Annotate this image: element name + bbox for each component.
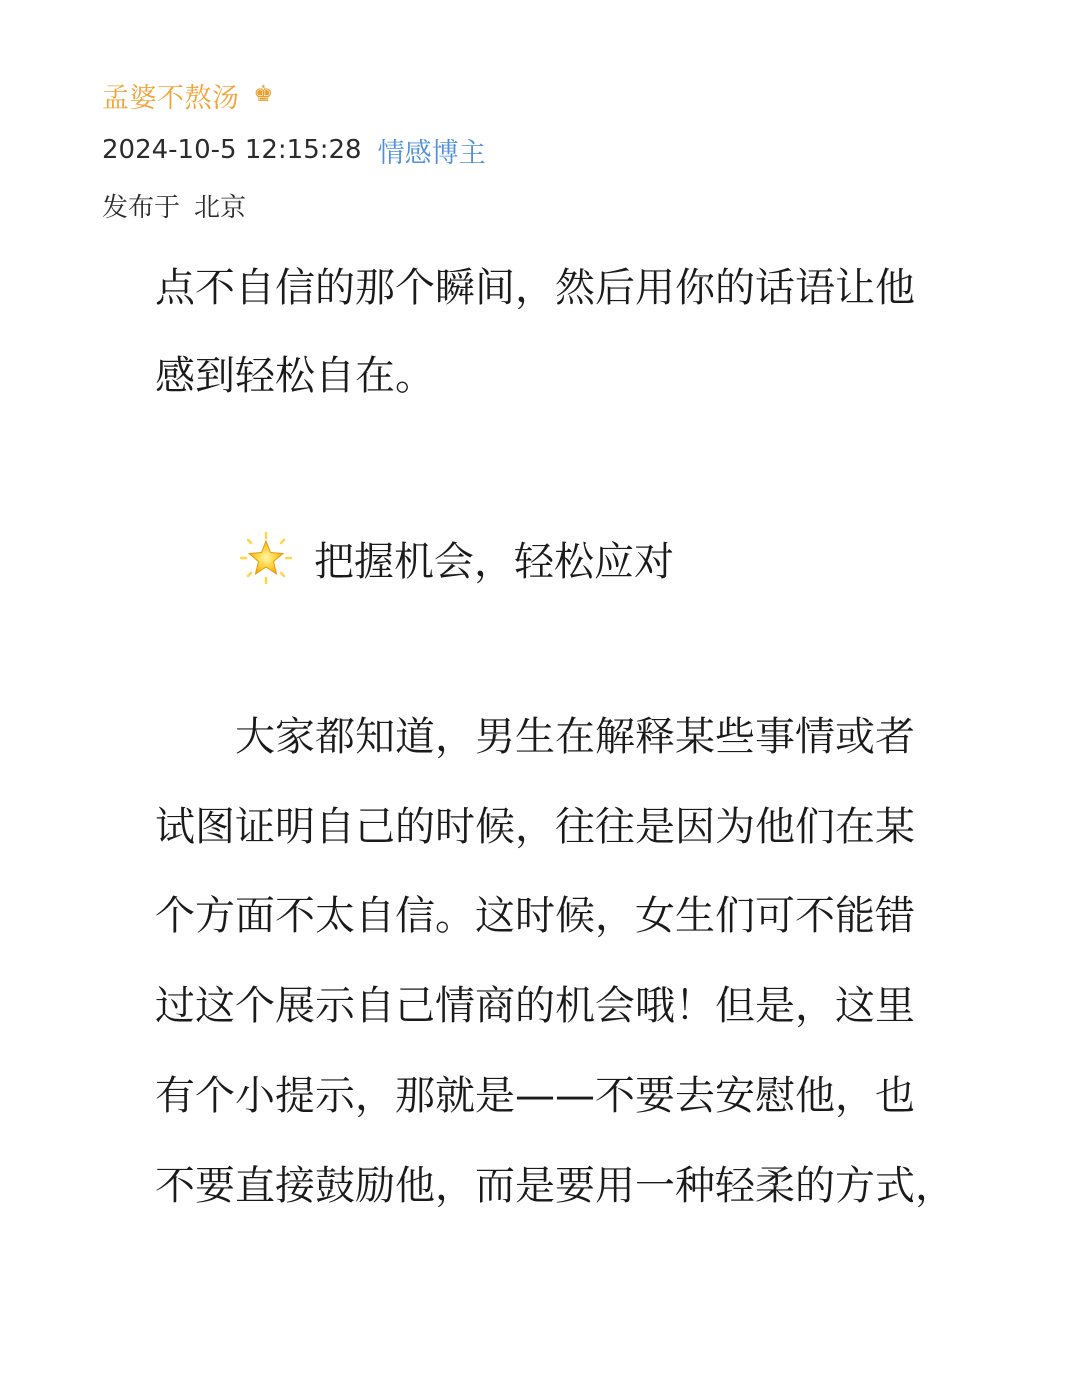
section-heading bbox=[240, 526, 674, 590]
location-label: 发布于 bbox=[102, 192, 181, 223]
crown-icon: ♚ bbox=[253, 82, 274, 107]
body-line: 过这个展示自己情商的机会哦！但是，这里 bbox=[155, 983, 915, 1029]
section-heading-text: 把握机会，轻松应对 bbox=[314, 538, 674, 585]
body-line: 个方面不太自信。这时候，女生们可不能错 bbox=[155, 893, 915, 939]
intro-line: 点不自信的那个瞬间，然后用你的话语让他 bbox=[155, 265, 915, 311]
role-badge[interactable]: 情感博主 bbox=[377, 137, 486, 169]
location-value: 北京 bbox=[194, 192, 247, 223]
body-line: 试图证明自己的时候，往往是因为他们在某 bbox=[155, 804, 915, 850]
body-line: 有个小提示，那就是——不要去安慰他，也 bbox=[155, 1073, 915, 1119]
body-line: 不要直接鼓励他，而是要用一种轻柔的方式， bbox=[155, 1163, 955, 1209]
location-row bbox=[102, 182, 1002, 228]
post-header bbox=[102, 72, 1002, 228]
body-line: 大家都知道，男生在解释某些事情或者 bbox=[155, 714, 915, 760]
star-icon bbox=[240, 532, 292, 584]
author-row bbox=[102, 72, 1002, 118]
meta-row bbox=[102, 127, 1002, 173]
intro-line: 感到轻松自在。 bbox=[155, 353, 435, 399]
post-time: 2024-10-5 12:15:28 bbox=[102, 135, 362, 165]
author-name[interactable]: 孟婆不熬汤 bbox=[102, 82, 240, 114]
